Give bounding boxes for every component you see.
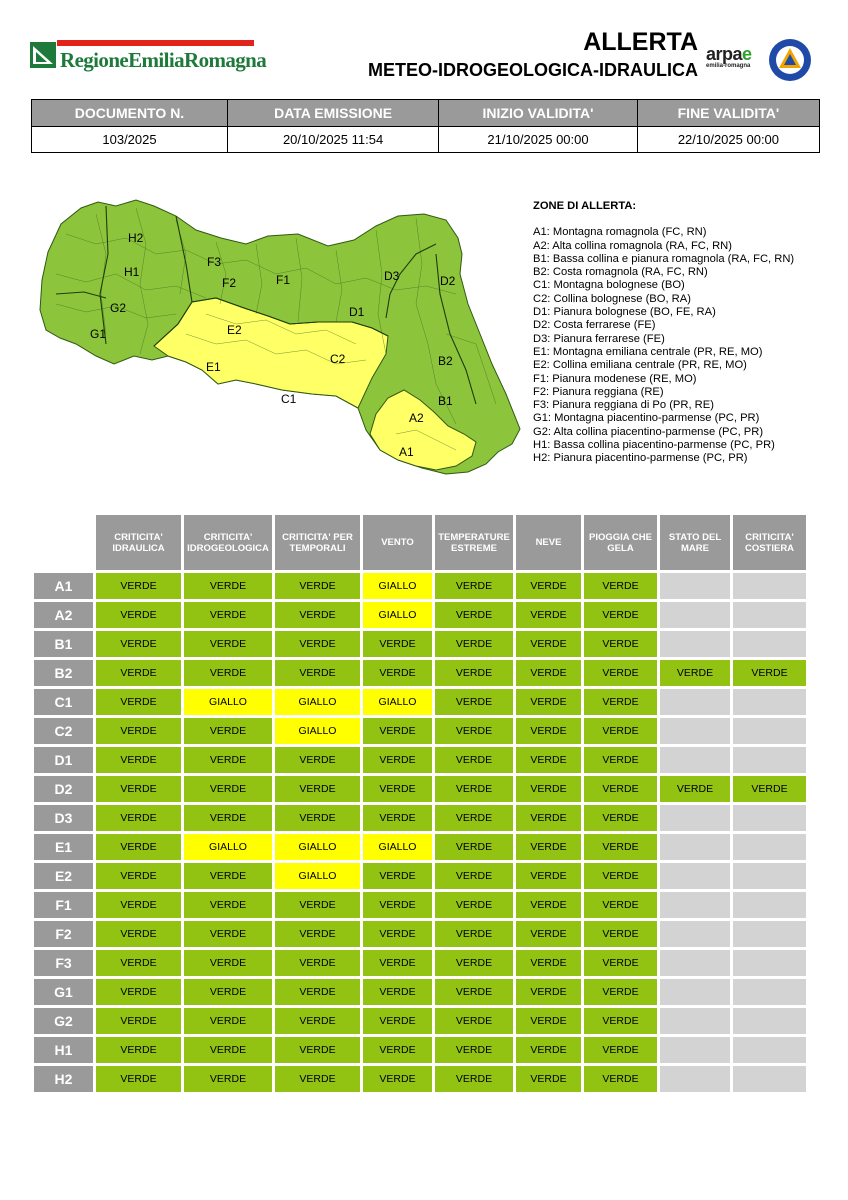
alert-level-cell: VERDE — [363, 718, 432, 744]
alert-level-cell: VERDE — [184, 573, 272, 599]
alert-level-cell — [733, 1008, 806, 1034]
alert-level-cell: VERDE — [435, 1008, 513, 1034]
legend-item: G2: Alta collina piacentino-parmense (PC, PR) — [533, 425, 764, 438]
alert-level-cell: VERDE — [516, 892, 581, 918]
alert-level-cell: VERDE — [584, 718, 657, 744]
alert-level-cell: VERDE — [275, 776, 360, 802]
alert-level-cell: VERDE — [184, 660, 272, 686]
arpae-logo — [706, 44, 766, 76]
alert-level-cell: GIALLO — [184, 834, 272, 860]
alert-level-cell: VERDE — [184, 718, 272, 744]
alert-level-cell: VERDE — [516, 921, 581, 947]
legend-item: A1: Montagna romagnola (FC, RN) — [533, 226, 707, 239]
alert-level-cell: VERDE — [275, 631, 360, 657]
map-label-c2: C2 — [330, 352, 346, 366]
alert-row-d2 — [34, 776, 806, 802]
alert-level-cell — [660, 747, 730, 773]
alert-zone-label: E1 — [34, 834, 93, 860]
alert-level-cell: VERDE — [584, 602, 657, 628]
alert-row-c1 — [34, 689, 806, 715]
alert-level-cell: VERDE — [363, 631, 432, 657]
alert-column-header: TEMPERATURE ESTREME — [435, 515, 513, 570]
alert-level-cell — [733, 689, 806, 715]
alert-level-cell: VERDE — [584, 573, 657, 599]
alert-level-cell: VERDE — [584, 1037, 657, 1063]
map-label-f3: F3 — [207, 255, 222, 269]
regione-logo-icon — [30, 42, 56, 68]
alert-level-cell — [660, 863, 730, 889]
alert-row-b2 — [34, 660, 806, 686]
alert-level-cell — [660, 573, 730, 599]
arpae-name-accent: e — [742, 44, 752, 64]
arpae-name-main: arpa — [706, 44, 743, 64]
map-label-a2: A2 — [409, 411, 424, 425]
alert-zone-label: H2 — [34, 1066, 93, 1092]
alert-level-cell: VERDE — [184, 979, 272, 1005]
alert-column-header: STATO DEL MARE — [660, 515, 730, 570]
alert-level-cell: VERDE — [584, 689, 657, 715]
document-info-header-row — [32, 100, 820, 127]
arpae-subname: emilia-romagna — [706, 63, 751, 69]
protezione-civile-logo-icon — [768, 38, 812, 82]
emission-date: 20/10/2025 11:54 — [228, 127, 439, 153]
legend-item: C2: Collina bolognese (BO, RA) — [533, 292, 691, 305]
alert-level-cell: VERDE — [660, 776, 730, 802]
alert-level-cell — [733, 950, 806, 976]
alert-level-cell — [733, 892, 806, 918]
legend-item: D3: Pianura ferrarese (FE) — [533, 332, 665, 345]
map-label-d2: D2 — [440, 274, 456, 288]
alert-level-cell — [660, 805, 730, 831]
map-label-b2: B2 — [438, 354, 453, 368]
alert-level-cell: VERDE — [275, 747, 360, 773]
alert-row-a2 — [34, 602, 806, 628]
alert-level-cell: VERDE — [435, 834, 513, 860]
alert-level-cell: VERDE — [516, 863, 581, 889]
alert-level-cell: GIALLO — [363, 573, 432, 599]
alert-level-cell: VERDE — [516, 660, 581, 686]
alert-level-cell — [660, 689, 730, 715]
map-label-e2: E2 — [227, 323, 242, 337]
alert-table-body — [34, 573, 806, 1092]
alert-level-cell: VERDE — [96, 631, 181, 657]
alert-level-cell: VERDE — [584, 631, 657, 657]
alert-level-cell: VERDE — [516, 776, 581, 802]
alert-level-cell: VERDE — [275, 979, 360, 1005]
alert-level-cell: VERDE — [363, 1037, 432, 1063]
alert-level-cell — [660, 950, 730, 976]
alert-level-cell: VERDE — [363, 921, 432, 947]
alert-column-header: PIOGGIA CHE GELA — [584, 515, 657, 570]
alert-level-cell: VERDE — [184, 1037, 272, 1063]
alert-level-cell — [733, 573, 806, 599]
alert-level-cell: VERDE — [184, 950, 272, 976]
legend-item: H1: Bassa collina piacentino-parmense (PC, PR) — [533, 439, 775, 452]
alert-level-cell: VERDE — [363, 660, 432, 686]
alert-level-cell — [733, 1037, 806, 1063]
alert-row-h1 — [34, 1037, 806, 1063]
alert-level-cell: VERDE — [184, 921, 272, 947]
alert-level-cell — [733, 979, 806, 1005]
alert-zone-label: A1 — [34, 573, 93, 599]
alert-level-cell: VERDE — [363, 776, 432, 802]
alert-level-cell: VERDE — [435, 718, 513, 744]
alert-column-header: VENTO — [363, 515, 432, 570]
alert-level-cell: GIALLO — [184, 689, 272, 715]
alert-level-cell: VERDE — [435, 921, 513, 947]
alert-level-cell: VERDE — [96, 805, 181, 831]
alert-level-cell — [660, 921, 730, 947]
alert-level-cell: VERDE — [435, 863, 513, 889]
alert-level-cell: VERDE — [516, 805, 581, 831]
legend-item: F2: Pianura reggiana (RE) — [533, 385, 664, 398]
alert-level-cell: VERDE — [516, 573, 581, 599]
alert-level-cell: VERDE — [584, 892, 657, 918]
alert-level-cell: VERDE — [435, 573, 513, 599]
alert-level-cell — [660, 1037, 730, 1063]
alert-level-cell: VERDE — [733, 776, 806, 802]
alert-table-corner — [34, 515, 93, 570]
document-subtitle: METEO-IDROGEOLOGICA-IDRAULICA — [368, 60, 698, 80]
alert-level-cell: VERDE — [363, 892, 432, 918]
regione-emilia-romagna-logo — [30, 40, 267, 72]
alert-level-cell: GIALLO — [363, 834, 432, 860]
alert-level-cell: VERDE — [363, 950, 432, 976]
alert-level-cell: VERDE — [96, 602, 181, 628]
alert-level-cell: GIALLO — [275, 718, 360, 744]
alert-zone-label: G2 — [34, 1008, 93, 1034]
alert-level-cell: VERDE — [184, 747, 272, 773]
alert-header-row — [34, 515, 806, 570]
alert-row-d3 — [34, 805, 806, 831]
alert-level-cell: VERDE — [96, 921, 181, 947]
alert-level-cell: VERDE — [363, 1066, 432, 1092]
alert-level-cell: VERDE — [184, 1066, 272, 1092]
alert-level-cell: VERDE — [584, 776, 657, 802]
alert-level-cell: VERDE — [584, 863, 657, 889]
document-info-value-row — [32, 127, 820, 153]
alert-level-cell: VERDE — [435, 805, 513, 831]
alert-level-cell: VERDE — [363, 863, 432, 889]
alert-level-cell: VERDE — [516, 979, 581, 1005]
alert-row-g2 — [34, 1008, 806, 1034]
alert-zone-label: D1 — [34, 747, 93, 773]
alert-level-cell: VERDE — [275, 1008, 360, 1034]
alert-level-cell: GIALLO — [363, 689, 432, 715]
legend-item: B2: Costa romagnola (RA, FC, RN) — [533, 266, 708, 279]
alert-column-header: CRITICITA' IDRAULICA — [96, 515, 181, 570]
alert-row-g1 — [34, 979, 806, 1005]
map-label-g2: G2 — [110, 301, 127, 315]
alert-level-cell: VERDE — [275, 1066, 360, 1092]
alert-level-cell: VERDE — [96, 718, 181, 744]
alert-level-cell: VERDE — [96, 892, 181, 918]
alert-level-cell: VERDE — [275, 921, 360, 947]
alert-level-cell: GIALLO — [275, 834, 360, 860]
header-documento: DOCUMENTO N. — [32, 100, 228, 127]
alert-zone-label: H1 — [34, 1037, 93, 1063]
alert-level-cell: VERDE — [516, 1037, 581, 1063]
alert-level-cell: VERDE — [96, 1037, 181, 1063]
map-label-f1: F1 — [276, 273, 291, 287]
alert-level-cell: VERDE — [184, 863, 272, 889]
alert-level-cell: VERDE — [275, 892, 360, 918]
alert-level-cell: VERDE — [96, 863, 181, 889]
alert-level-cell: VERDE — [516, 1008, 581, 1034]
alert-level-cell: VERDE — [584, 1008, 657, 1034]
alert-level-cell: VERDE — [516, 950, 581, 976]
document-title: ALLERTA — [583, 28, 698, 56]
alert-level-cell: VERDE — [435, 776, 513, 802]
alert-zone-label: A2 — [34, 602, 93, 628]
alert-level-cell: VERDE — [516, 718, 581, 744]
alert-level-cell — [733, 602, 806, 628]
legend-items — [533, 226, 794, 465]
alert-level-cell: VERDE — [96, 979, 181, 1005]
alert-row-b1 — [34, 631, 806, 657]
validity-start: 21/10/2025 00:00 — [439, 127, 638, 153]
alert-level-cell — [733, 921, 806, 947]
alert-level-cell — [660, 631, 730, 657]
alert-zone-label: G1 — [34, 979, 93, 1005]
document-number: 103/2025 — [32, 127, 228, 153]
legend-item: B1: Bassa collina e pianura romagnola (RA, FC, RN) — [533, 252, 795, 265]
alert-zone-label: F2 — [34, 921, 93, 947]
alert-level-cell: VERDE — [435, 747, 513, 773]
alert-row-d1 — [34, 747, 806, 773]
legend-item: E2: Collina emiliana centrale (PR, RE, MO) — [533, 359, 747, 372]
alert-column-header: CRITICITA' PER TEMPORALI — [275, 515, 360, 570]
alert-zone-label: F1 — [34, 892, 93, 918]
map-label-e1: E1 — [206, 360, 221, 374]
alert-level-cell: VERDE — [435, 631, 513, 657]
legend-item: D2: Costa ferrarese (FE) — [533, 319, 656, 332]
alert-level-cell: VERDE — [184, 776, 272, 802]
legend-item: F3: Pianura reggiana di Po (PR, RE) — [533, 399, 714, 412]
alert-level-cell: VERDE — [516, 631, 581, 657]
alert-level-cell: VERDE — [184, 805, 272, 831]
map-label-b1: B1 — [438, 394, 453, 408]
alert-level-cell: VERDE — [96, 689, 181, 715]
header-data-emissione: DATA EMISSIONE — [228, 100, 439, 127]
alert-zone-label: D2 — [34, 776, 93, 802]
alert-row-e1 — [34, 834, 806, 860]
alert-level-cell — [660, 602, 730, 628]
alert-level-cell — [660, 834, 730, 860]
map-label-d1: D1 — [349, 305, 365, 319]
alert-level-cell — [733, 631, 806, 657]
alert-level-cell: VERDE — [96, 1066, 181, 1092]
alert-level-cell: VERDE — [516, 747, 581, 773]
alert-zone-label: F3 — [34, 950, 93, 976]
alert-level-cell: VERDE — [363, 805, 432, 831]
alert-level-cell: VERDE — [660, 660, 730, 686]
legend-item: H2: Pianura piacentino-parmense (PC, PR) — [533, 452, 748, 465]
alert-level-cell: VERDE — [584, 834, 657, 860]
alert-level-cell: VERDE — [516, 602, 581, 628]
legend-title: ZONE DI ALLERTA: — [533, 200, 637, 212]
alert-zone-label: D3 — [34, 805, 93, 831]
alert-level-cell: VERDE — [435, 979, 513, 1005]
map-label-a1: A1 — [399, 445, 414, 459]
legend-item: F1: Pianura modenese (RE, MO) — [533, 372, 697, 385]
alert-level-cell: VERDE — [584, 979, 657, 1005]
alert-zones-map — [36, 194, 522, 480]
alert-level-cell: VERDE — [96, 747, 181, 773]
alert-level-cell: VERDE — [96, 950, 181, 976]
alert-level-cell: VERDE — [435, 950, 513, 976]
alert-level-cell: VERDE — [584, 950, 657, 976]
region-name: RegioneEmiliaRomagna — [60, 48, 267, 72]
alert-column-header: NEVE — [516, 515, 581, 570]
map-label-d3: D3 — [384, 269, 400, 283]
alert-row-f1 — [34, 892, 806, 918]
map-label-f2: F2 — [222, 276, 237, 290]
alert-row-e2 — [34, 863, 806, 889]
alert-level-cell: GIALLO — [275, 863, 360, 889]
alert-level-cell: GIALLO — [363, 602, 432, 628]
alert-level-cell: VERDE — [275, 805, 360, 831]
alert-level-cell: VERDE — [435, 660, 513, 686]
legend-item: E1: Montagna emiliana centrale (PR, RE, MO) — [533, 345, 763, 358]
alert-level-cell — [733, 1066, 806, 1092]
alert-level-cell: VERDE — [516, 834, 581, 860]
arpae-name — [706, 44, 766, 65]
alert-level-cell — [660, 892, 730, 918]
alert-level-cell: VERDE — [275, 602, 360, 628]
alert-zone-label: C1 — [34, 689, 93, 715]
alert-level-cell: VERDE — [275, 660, 360, 686]
legend-item: C1: Montagna bolognese (BO) — [533, 279, 685, 292]
alert-column-header: CRITICITA' IDROGEOLOGICA — [184, 515, 272, 570]
alert-level-cell — [733, 863, 806, 889]
validity-end: 22/10/2025 00:00 — [637, 127, 819, 153]
alert-level-cell: VERDE — [184, 892, 272, 918]
header-fine-validita: FINE VALIDITA' — [637, 100, 819, 127]
alert-level-cell: VERDE — [275, 1037, 360, 1063]
document-info-table — [31, 99, 820, 153]
map-label-g1: G1 — [90, 327, 107, 341]
alert-row-f3 — [34, 950, 806, 976]
alert-level-cell: VERDE — [275, 573, 360, 599]
alert-zone-label: E2 — [34, 863, 93, 889]
alert-level-cell: VERDE — [363, 747, 432, 773]
alert-level-cell: VERDE — [184, 602, 272, 628]
map-label-c1: C1 — [281, 392, 297, 406]
legend-item: G1: Montagna piacentino-parmense (PC, PR) — [533, 412, 760, 425]
alert-level-cell: VERDE — [733, 660, 806, 686]
alert-level-cell: VERDE — [584, 921, 657, 947]
alert-level-cell: VERDE — [96, 834, 181, 860]
alert-level-cell: VERDE — [96, 776, 181, 802]
alert-zone-label: C2 — [34, 718, 93, 744]
alert-level-cell — [660, 979, 730, 1005]
map-label-h2: H2 — [128, 231, 144, 245]
alert-level-cell: VERDE — [96, 1008, 181, 1034]
alert-level-cell: VERDE — [516, 1066, 581, 1092]
legend-item: A2: Alta collina romagnola (RA, FC, RN) — [533, 239, 732, 252]
alert-row-a1 — [34, 573, 806, 599]
legend-item: D1: Pianura bolognese (BO, FE, RA) — [533, 306, 716, 319]
alert-level-cell: VERDE — [584, 747, 657, 773]
alert-zone-label: B2 — [34, 660, 93, 686]
alert-level-cell — [733, 805, 806, 831]
alert-level-cell: VERDE — [96, 660, 181, 686]
alert-level-cell: VERDE — [435, 602, 513, 628]
alert-level-cell: VERDE — [363, 979, 432, 1005]
alert-level-cell: VERDE — [363, 1008, 432, 1034]
alert-level-cell — [660, 718, 730, 744]
alert-level-cell: VERDE — [584, 660, 657, 686]
alert-level-cell: VERDE — [184, 631, 272, 657]
alert-level-cell: VERDE — [184, 1008, 272, 1034]
alert-level-cell: VERDE — [435, 1066, 513, 1092]
alert-level-cell — [733, 718, 806, 744]
alert-level-cell — [733, 834, 806, 860]
alert-level-cell — [660, 1008, 730, 1034]
zone-legend — [533, 200, 794, 466]
header-inizio-validita: INIZIO VALIDITA' — [439, 100, 638, 127]
alert-level-cell: VERDE — [516, 689, 581, 715]
alert-row-c2 — [34, 718, 806, 744]
alert-level-cell: VERDE — [435, 892, 513, 918]
alert-level-cell: VERDE — [584, 1066, 657, 1092]
alert-level-cell: VERDE — [435, 689, 513, 715]
alert-level-cell — [660, 1066, 730, 1092]
logo-red-bar — [57, 40, 254, 46]
alert-level-cell: GIALLO — [275, 689, 360, 715]
alert-level-cell: VERDE — [96, 573, 181, 599]
alert-level-cell: VERDE — [584, 805, 657, 831]
alert-column-header: CRITICITA' COSTIERA — [733, 515, 806, 570]
alert-row-f2 — [34, 921, 806, 947]
map-label-h1: H1 — [124, 265, 140, 279]
alert-level-cell: VERDE — [275, 950, 360, 976]
alert-level-cell: VERDE — [435, 1037, 513, 1063]
alert-row-h2 — [34, 1066, 806, 1092]
alert-matrix-table — [31, 512, 809, 1095]
alert-level-cell — [733, 747, 806, 773]
alert-zone-label: B1 — [34, 631, 93, 657]
